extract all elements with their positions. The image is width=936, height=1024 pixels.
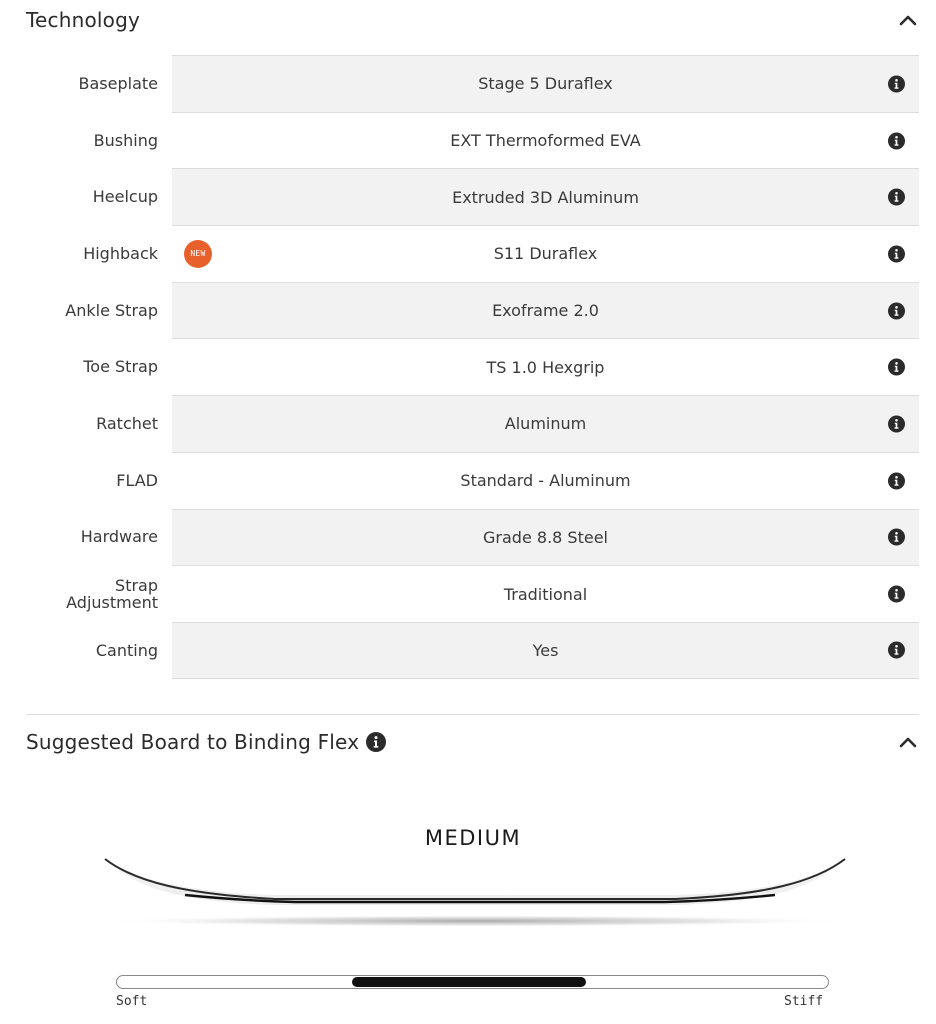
flex-scale-max-label: Stiff (784, 994, 824, 1009)
spec-row (0, 225, 919, 282)
info-icon[interactable] (366, 732, 386, 752)
info-icon[interactable] (888, 189, 905, 206)
info-icon[interactable] (888, 302, 905, 319)
spec-row (0, 395, 919, 452)
chevron-up-icon[interactable] (897, 9, 919, 31)
section-divider (26, 714, 919, 715)
info-icon[interactable] (888, 132, 905, 149)
spec-value: TS 1.0 Hexgrip (486, 357, 605, 377)
spec-row (0, 112, 919, 169)
info-icon[interactable] (888, 359, 905, 376)
spec-value: Standard - Aluminum (460, 471, 631, 491)
spec-row (0, 509, 919, 566)
spec-label: Toe Strap (83, 357, 158, 377)
spec-row (0, 565, 919, 622)
spec-value: EXT Thermoformed EVA (450, 131, 641, 151)
info-icon[interactable] (888, 529, 905, 546)
spec-label: Ratchet (96, 413, 158, 433)
spec-value-cell (172, 509, 919, 566)
spec-row (0, 622, 919, 679)
chevron-up-icon[interactable] (897, 731, 919, 753)
flex-title-wrap (26, 730, 386, 754)
flex-scale-min-label: Soft (116, 994, 148, 1009)
technology-spec-table (0, 55, 919, 679)
spec-value: S11 Duraflex (493, 244, 598, 264)
spec-value-cell (172, 225, 919, 282)
flex-scale-track (116, 975, 829, 989)
spec-row (0, 338, 919, 395)
spec-value: Traditional (503, 584, 588, 604)
spec-label: Bushing (93, 130, 158, 150)
info-icon[interactable] (888, 75, 905, 92)
spec-value-cell (172, 112, 919, 169)
spec-label: Strap Adjustment (66, 575, 158, 612)
technology-title: Technology (26, 8, 141, 32)
spec-value: Yes (532, 640, 559, 660)
spec-value: Extruded 3D Aluminum (452, 187, 639, 207)
spec-row (0, 452, 919, 509)
spec-value-cell (172, 622, 919, 679)
spec-label: Heelcup (92, 187, 158, 207)
spec-row (0, 168, 919, 225)
info-icon[interactable] (888, 586, 905, 603)
spec-label: Canting (95, 640, 158, 660)
info-icon[interactable] (888, 472, 905, 489)
spec-label: FLAD (116, 470, 158, 490)
spec-label: Ankle Strap (65, 300, 158, 320)
spec-row (0, 55, 919, 112)
spec-label: Baseplate (78, 73, 158, 93)
spec-value: Exoframe 2.0 (492, 301, 599, 321)
flex-section-header[interactable] (26, 727, 919, 757)
new-badge: NEW (184, 240, 212, 268)
spec-value-cell (172, 282, 919, 339)
technology-section-header[interactable] (26, 6, 919, 34)
spec-label: Highback (83, 243, 158, 263)
spec-value-cell (172, 565, 919, 622)
spec-value: Grade 8.8 Steel (483, 527, 608, 547)
spec-value-cell (172, 395, 919, 452)
flex-title: Suggested Board to Binding Flex (26, 730, 360, 754)
flex-rating-label: MEDIUM (424, 826, 522, 850)
spec-label: Hardware (80, 527, 158, 547)
spec-value-cell (172, 338, 919, 395)
spec-value-cell (172, 55, 919, 112)
spec-value-cell (172, 452, 919, 509)
spec-row (0, 282, 919, 339)
spec-value: Stage 5 Duraflex (478, 74, 613, 94)
info-icon[interactable] (888, 642, 905, 659)
flex-range-indicator (352, 977, 587, 987)
info-icon[interactable] (888, 245, 905, 262)
spec-value: Aluminum (504, 414, 587, 434)
spec-value-cell (172, 168, 919, 225)
snowboard-illustration (95, 850, 855, 935)
info-icon[interactable] (888, 415, 905, 432)
